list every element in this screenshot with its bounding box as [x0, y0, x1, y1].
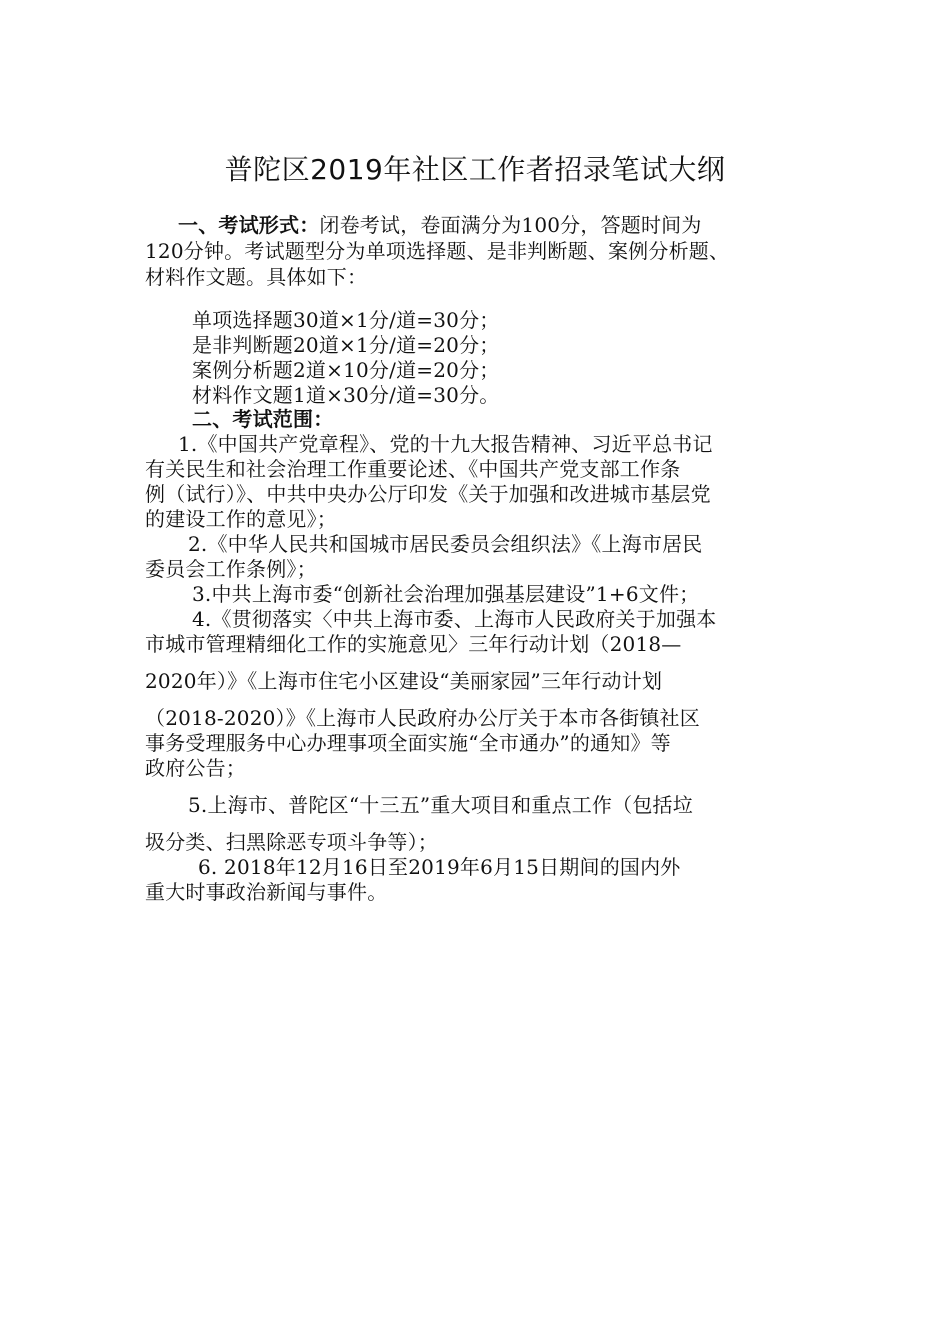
exam-format-line-2: 120分钟。考试题型分为单项选择题、是非判断题、案例分析题、 — [145, 239, 730, 263]
question-type-item: 材料作文题1道×30分/道=30分。 — [192, 383, 500, 407]
scope-line: 有关民生和社会治理工作重要论述、《中国共产党支部工作条 — [145, 457, 681, 481]
exam-format-line-1 — [178, 212, 702, 238]
section-heading-exam-scope: 二、考试范围： — [192, 407, 334, 431]
question-type-item: 是非判断题20道×1分/道=20分； — [192, 333, 500, 357]
scope-line: 4.《贯彻落实〈中共上海市委、上海市人民政府关于加强本 — [192, 607, 717, 631]
scope-line: 2020年）》《上海市住宅小区建设“美丽家园”三年行动计划 — [145, 669, 663, 693]
scope-line: 2.《中华人民共和国城市居民委员会组织法》《上海市居民 — [188, 532, 703, 556]
exam-format-text: 闭卷考试，卷面满分为100分，答题时间为 — [319, 213, 702, 237]
scope-line: 例（试行）》、中共中央办公厅印发《关于加强和改进城市基层党 — [145, 482, 711, 506]
scope-line: 重大时事政治新闻与事件。 — [145, 880, 388, 904]
scope-line: 6. 2018年12月16日至2019年6月15日期间的国内外 — [198, 855, 681, 879]
scope-line: （2018-2020）》《上海市人民政府办公厅关于本市各街镇社区 — [145, 706, 700, 730]
section-heading-exam-format: 一、考试形式： — [178, 213, 320, 237]
scope-line: 的建设工作的意见》； — [145, 507, 337, 531]
question-type-item: 案例分析题2道×10分/道=20分； — [192, 358, 500, 382]
scope-line: 政府公告； — [145, 756, 246, 780]
scope-line: 市城市管理精细化工作的实施意见〉三年行动计划（2018— — [145, 632, 682, 656]
exam-format-line-3: 材料作文题。具体如下： — [145, 265, 368, 289]
scope-line: 5.上海市、普陀区“十三五”重大项目和重点工作（包括垃 — [188, 793, 693, 817]
scope-line: 3.中共上海市委“创新社会治理加强基层建设”1+6文件； — [192, 582, 700, 606]
scope-line: 委员会工作条例》； — [145, 557, 317, 581]
scope-line: 圾分类、扫黑除恶专项斗争等）； — [145, 830, 438, 854]
scope-line: 1.《中国共产党章程》、党的十九大报告精神、习近平总书记 — [178, 432, 713, 456]
scope-line: 事务受理服务中心办理事项全面实施“全市通办”的通知》等 — [145, 731, 671, 755]
page-title: 普陀区2019年社区工作者招录笔试大纲 — [224, 153, 726, 186]
question-type-item: 单项选择题30道×1分/道=30分； — [192, 308, 500, 332]
